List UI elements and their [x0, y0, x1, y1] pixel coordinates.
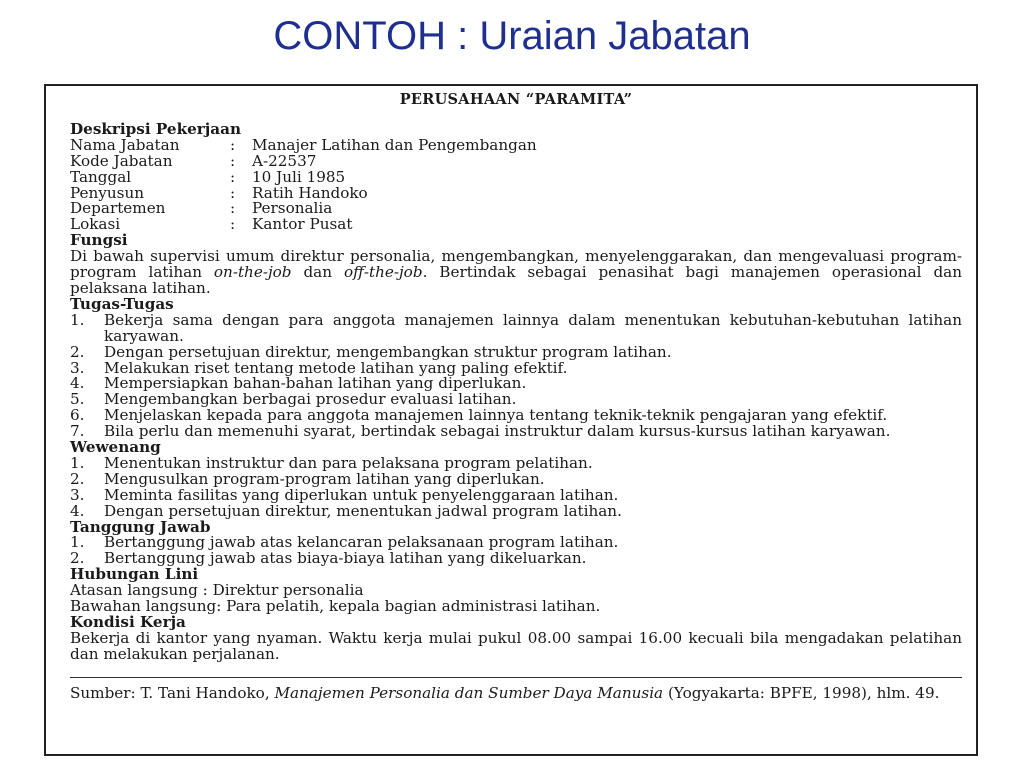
- deskripsi-row: Departemen : Personalia: [70, 199, 333, 218]
- section-heading-hubungan-lini: Hubungan Lini: [70, 565, 199, 584]
- kondisi-paragraph: Bekerja di kantor yang nyaman. Waktu kerja mulai pukul 08.00 sampai 16.00 kecuali bila mengadakan pelatihan dan melakukan perjalanan.: [70, 628, 962, 663]
- row-key: Lokasi: [70, 215, 121, 234]
- tanggung-jawab-list: [70, 535, 962, 567]
- section-heading-tugas: Tugas-Tugas: [70, 294, 174, 313]
- source-citation: Sumber: T. Tani Handoko, Manajemen Personalia dan Sumber Daya Manusia (Yogyakarta: BPFE, 1998), hlm. 49.: [70, 683, 940, 702]
- wewenang-list: [70, 453, 962, 520]
- hubungan-line-atasan: Atasan langsung : Direktur personalia: [70, 581, 364, 600]
- section-heading-wewenang: Wewenang: [70, 438, 161, 457]
- deskripsi-row: Penyusun : Ratih Handoko: [70, 183, 368, 202]
- hubungan-line-bawahan: Bawahan langsung: Para pelatih, kepala bagian administrasi latihan.: [70, 597, 601, 616]
- deskripsi-row: Lokasi : Kantor Pusat: [70, 215, 353, 234]
- list-item: 2. Mengusulkan program-program latihan yang diperlukan.: [70, 469, 545, 488]
- list-item: 1. Bekerja sama dengan para anggota manajemen lainnya dalam menentukan kebutuhan-kebutuhan latihan karyawan.: [70, 310, 962, 345]
- list-item: 3. Melakukan riset tentang metode latihan yang paling efektif.: [70, 358, 568, 377]
- row-value: 10 Juli 1985: [252, 167, 346, 186]
- list-item: 3. Meminta fasilitas yang diperlukan untuk penyelenggaraan latihan.: [70, 485, 619, 504]
- deskripsi-row: Kode Jabatan : A-22537: [70, 151, 317, 170]
- company-name: PERUSAHAAN “PARAMITA”: [399, 91, 633, 108]
- list-item: 2. Dengan persetujuan direktur, mengembangkan struktur program latihan.: [70, 342, 672, 361]
- row-key: Tanggal: [70, 167, 132, 186]
- deskripsi-row: Nama Jabatan : Manajer Latihan dan Pengembangan: [70, 135, 537, 154]
- section-heading-kondisi-kerja: Kondisi Kerja: [70, 613, 186, 631]
- list-item: 6. Menjelaskan kepada para anggota manajemen lainnya tentang teknik-teknik pengajaran yang efektif.: [70, 406, 888, 425]
- job-description-document: [70, 92, 962, 702]
- row-key: Penyusun: [70, 183, 145, 202]
- row-value: Manajer Latihan dan Pengembangan: [252, 135, 537, 154]
- list-item: 2. Bertanggung jawab atas biaya-biaya latihan yang dikeluarkan.: [70, 549, 587, 568]
- fungsi-paragraph: Di bawah supervisi umum direktur personalia, mengembangkan, menyelenggarakan, dan mengevaluasi program-program latihan on-the-job dan off-the-job. Bertindak sebagai penasihat bagi manajemen operasional dan pelaksana latihan.: [70, 247, 963, 297]
- list-item: 5. Mengembangkan berbagai prosedur evaluasi latihan.: [70, 390, 517, 409]
- list-item: 1. Bertanggung jawab atas kelancaran pelaksanaan program latihan.: [70, 533, 619, 552]
- row-value: A-22537: [252, 151, 317, 170]
- row-value: Ratih Handoko: [252, 183, 368, 202]
- list-item: 1. Menentukan instruktur dan para pelaksana program pelatihan.: [70, 453, 593, 472]
- section-heading-tanggung-jawab: Tanggung Jawab: [70, 517, 211, 536]
- slide-title: CONTOH : Uraian Jabatan: [273, 14, 751, 58]
- section-heading-fungsi: Fungsi: [70, 231, 128, 250]
- row-key: Nama Jabatan: [70, 135, 180, 154]
- row-value: Kantor Pusat: [252, 215, 353, 234]
- section-heading-deskripsi: Deskripsi Pekerjaan: [70, 119, 241, 138]
- list-item: 4. Mempersiapkan bahan-bahan latihan yang diperlukan.: [70, 374, 527, 393]
- deskripsi-row: Tanggal : 10 Juli 1985: [70, 167, 346, 186]
- list-item: 4. Dengan persetujuan direktur, menentukan jadwal program latihan.: [70, 501, 622, 520]
- deskripsi-table: [70, 135, 962, 234]
- row-key: Departemen: [70, 199, 166, 218]
- row-key: Kode Jabatan: [70, 151, 173, 170]
- list-item: 7. Bila perlu dan memenuhi syarat, bertindak sebagai instruktur dalam kursus-kursus latihan karyawan.: [70, 422, 891, 441]
- row-value: Personalia: [252, 199, 333, 218]
- tugas-list: [70, 310, 962, 441]
- divider: [70, 677, 962, 678]
